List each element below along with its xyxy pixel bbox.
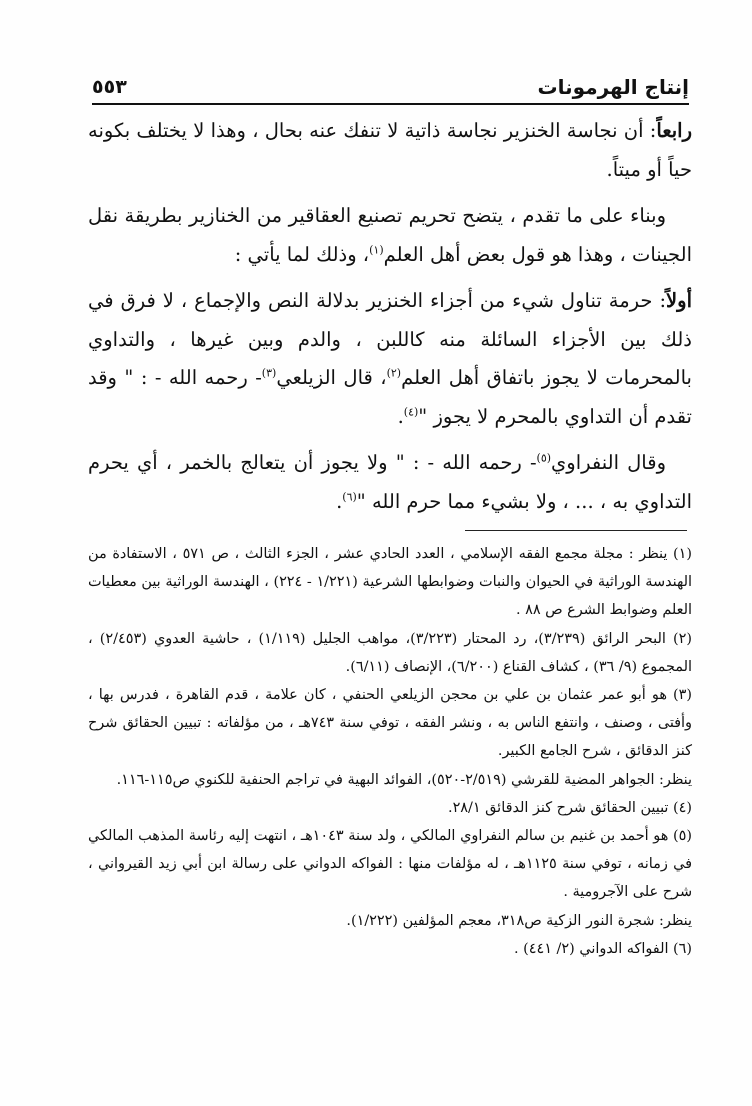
footnote-ref[interactable]: (٦) bbox=[342, 490, 357, 503]
paragraph-text: . bbox=[336, 489, 343, 513]
header-divider bbox=[92, 103, 689, 105]
footnote-ref[interactable]: (٢) bbox=[386, 366, 402, 380]
paragraph-text: : أن نجاسة الخنزير نجاسة ذاتية لا تنفك عنه بحال ، وهذا لا يختلف بكونه حياً أو ميتاً. bbox=[88, 119, 692, 181]
footnote-3-sources: ينظر: الجواهر المضية للقرشي (٢/٥١٩-٥٢٠)، الفوائد البهية في تراجم الحنفية للكنوي ص١١٥-١١٦. bbox=[116, 771, 692, 788]
paragraph-text: ، قال الزيلعي bbox=[276, 366, 387, 389]
footnote-6: (٦) الفواكه الدواني (٢/ ٤٤١) . bbox=[514, 940, 692, 957]
footnote-ref[interactable]: (٤) bbox=[403, 405, 419, 418]
footnote-ref[interactable]: (٣) bbox=[261, 366, 277, 380]
paragraph-text: وقال النفراوي bbox=[551, 451, 666, 474]
footnote-5-sources: ينظر: شجرة النور الزكية ص٣١٨، معجم المؤلفين (١/٢٢٢). bbox=[346, 912, 692, 929]
paragraph-text: : حرمة تناول شيء من أجزاء الخنزير بدلالة النص والإجماع ، لا فرق في ذلك بين الأجزاء السائلة منه كاللبن ، والدم وبين غيرها ، والتداوي بالمحرمات لا يجوز باتفاق أهل العلم bbox=[88, 289, 692, 389]
paragraph-text: . bbox=[397, 404, 404, 428]
footnotes bbox=[88, 540, 692, 963]
paragraph-firstly bbox=[88, 282, 692, 436]
paragraph-conclusion bbox=[88, 197, 692, 274]
page-number: ٥٥٣ bbox=[92, 76, 127, 98]
paragraph-lead: أولاً bbox=[666, 289, 692, 312]
paragraph-text: ، وذلك لما يأتي : bbox=[234, 242, 370, 266]
footnote-2: (٢) البحر الرائق (٣/٢٣٩)، رد المحتار (٣/٢٢٣)، مواهب الجليل (١/١١٩) ، حاشية العدوي (٢/٤٥٣) ، المجموع (٩/ ٣٦) ، كشاف القناع (٦/٢٠٠)، الإنصاف (٦/١١). bbox=[88, 630, 692, 675]
footnote-5: (٥) هو أحمد بن غنيم بن سالم النفراوي المالكي ، ولد سنة ١٠٤٣هـ ، انتهت إليه رئاسة المذهب المالكي في زمانه ، توفي سنة ١١٢٥هـ ، له مؤلفات منها : الفواكه الدواني على رسالة ابن أبي زيد القيرواني ، شرح على الآجرومية . bbox=[88, 828, 692, 901]
paragraph-text: - رحمه الله - : " وقد تقدم أن التداوي بالمحرم لا يجوز " bbox=[88, 366, 692, 428]
footnote-4: (٤) تبيين الحقائق شرح كنز الدقائق ٢٨/١. bbox=[447, 799, 692, 816]
paragraph-lead: رابعاً bbox=[656, 119, 692, 142]
paragraph-text: - رحمه الله - : " ولا يجوز أن يتعالج بالخمر ، أي يحرم التداوي به ، ... ، ولا بشيء مما حرم الله " bbox=[88, 451, 692, 513]
paragraph-fourthly bbox=[88, 112, 692, 189]
paragraph-text: وبناء على ما تقدم ، يتضح تحريم تصنيع العقاقير من الخنازير بطريقة نقل الجينات ، وهذا هو قول بعض أهل العلم bbox=[88, 204, 692, 266]
footnote-divider bbox=[465, 530, 687, 531]
main-text bbox=[88, 112, 692, 529]
footnote-1: (١) ينظر : مجلة مجمع الفقه الإسلامي ، العدد الحادي عشر ، الجزء الثالث ، ص ٥٧١ ، الاستفادة من الهندسة الوراثية في الحيوان والنبات وضوابطها الشرعية (١/٢٢١ - ٢٢٤) ، الهندسة الوراثية بين معطيات العلم وضوابط الشرع ص ٨٨ . bbox=[88, 546, 693, 619]
footnote-ref[interactable]: (٥) bbox=[536, 451, 552, 465]
running-title: إنتاج الهرمونات bbox=[537, 75, 689, 99]
paragraph-nafrawi bbox=[88, 444, 692, 521]
footnote-3: (٣) هو أبو عمر عثمان بن علي بن محجن الزيلعي الحنفي ، كان علامة ، قدم القاهرة ، فدرس بها ، وأفتى ، وصنف ، وانتفع الناس به ، ونشر الفقه ، توفي سنة ٧٤٣هـ ، من مؤلفاته : تبيين الحقائق شرح كنز الدقائق ، شرح الجامع الكبير. bbox=[88, 687, 692, 760]
footnote-ref[interactable]: (١) bbox=[369, 243, 384, 256]
running-header bbox=[92, 66, 689, 100]
